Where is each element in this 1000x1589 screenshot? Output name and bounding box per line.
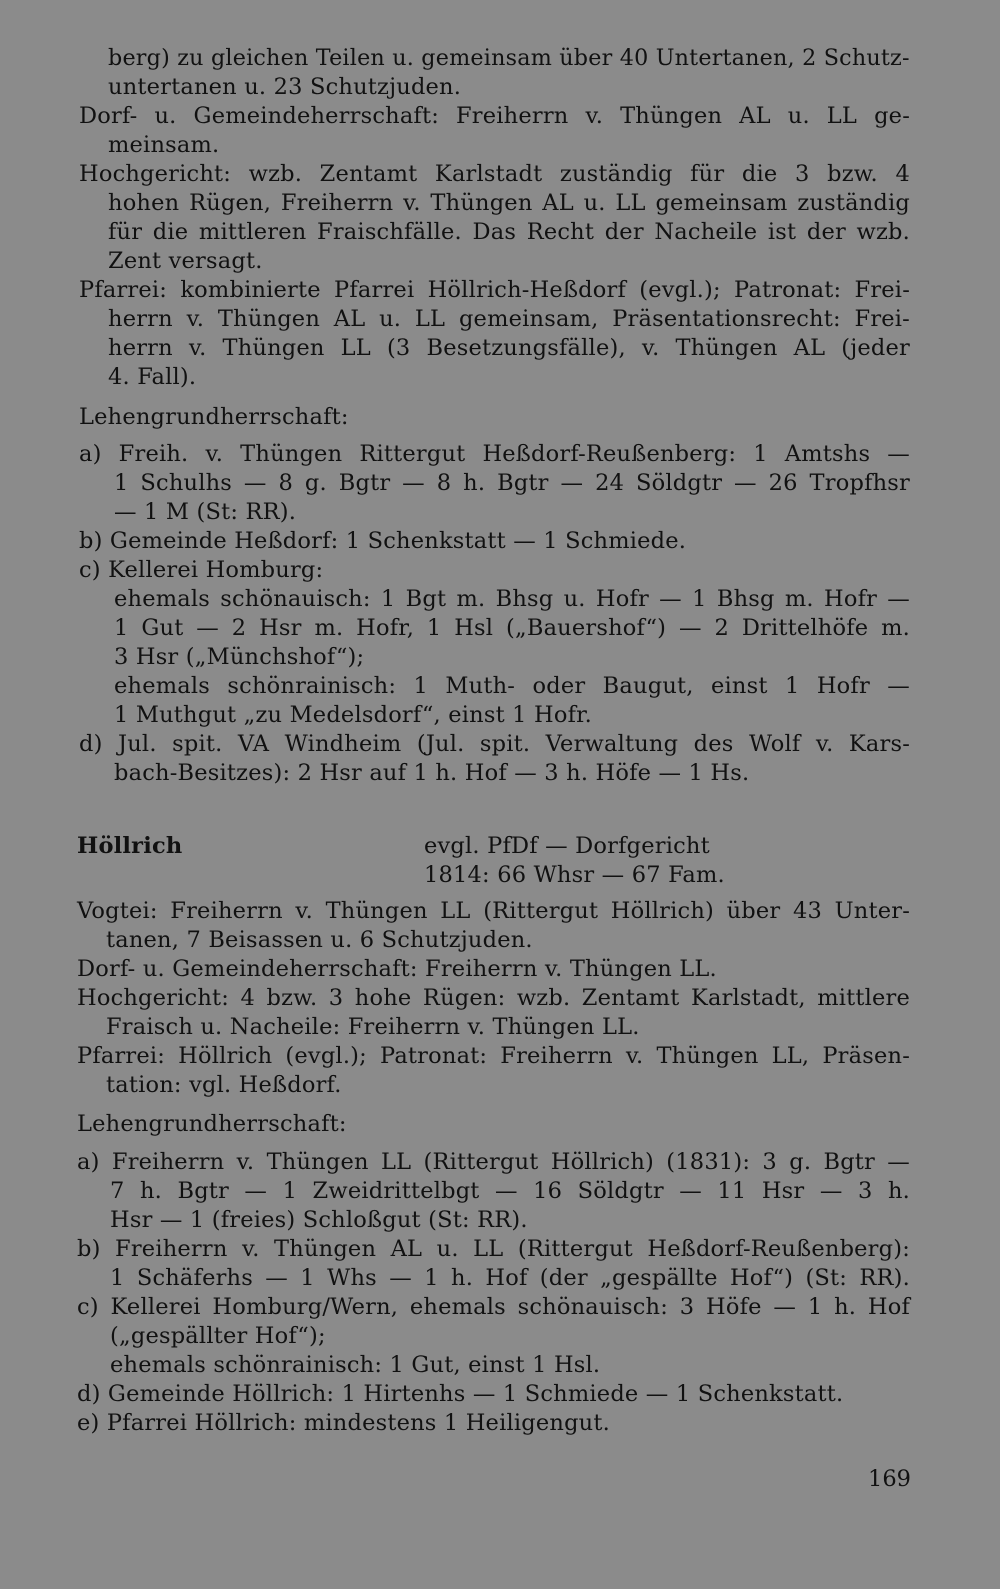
text-line: ehemals schönrainisch: 1 Gut, einst 1 Hsl. [110,1352,601,1378]
text-line: 1 Muthgut „zu Medelsdorf“, einst 1 Hofr. [114,702,592,728]
text-line: Pfarrei: kombinierte Pfarrei Höllrich-Heßdorf (evgl.); Patronat: Frei- [79,277,910,303]
text-line: Zent versagt. [108,248,263,274]
text-line: a) Freih. v. Thüngen Rittergut Heßdorf-Reußenberg: 1 Amtshs — [79,441,910,467]
text-line: 1 Gut — 2 Hsr m. Hofr, 1 Hsl („Bauershof“) — 2 Drittelhöfe m. [114,615,910,641]
text-line: tation: vgl. Heßdorf. [106,1072,342,1098]
text-line: Dorf- u. Gemeindeherrschaft: Freiherrn v. Thüngen LL. [77,956,717,982]
text-line: meinsam. [108,132,220,158]
text-line: bach-Besitzes): 2 Hsr auf 1 h. Hof — 3 h. Höfe — 1 Hs. [114,760,750,786]
text-line: herrn v. Thüngen LL (3 Besetzungsfälle), v. Thüngen AL (jeder [108,335,910,361]
text-line: ehemals schönauisch: 1 Bgt m. Bhsg u. Hofr — 1 Bhsg m. Hofr — [114,586,910,612]
text-line: 1 Schäferhs — 1 Whs — 1 h. Hof (der „gespällte Hof“) (St: RR). [110,1265,910,1291]
subheading-lehengrundherrschaft: Lehengrundherrschaft: [79,404,349,430]
text-line: tanen, 7 Beisassen u. 6 Schutzjuden. [106,927,533,953]
entry-summary-line: 1814: 66 Whsr — 67 Fam. [424,862,725,888]
text-line: Pfarrei: Höllrich (evgl.); Patronat: Freiherrn v. Thüngen LL, Präsen- [77,1043,910,1069]
text-line: d) Jul. spit. VA Windheim (Jul. spit. Verwaltung des Wolf v. Kars- [79,731,910,757]
text-line: Hochgericht: wzb. Zentamt Karlstadt zuständig für die 3 bzw. 4 [79,161,910,187]
text-line: a) Freiherrn v. Thüngen LL (Rittergut Höllrich) (1831): 3 g. Bgtr — [77,1149,910,1175]
entry-heading: Höllrich [77,833,183,859]
text-line: 4. Fall). [108,364,197,390]
text-line: b) Gemeinde Heßdorf: 1 Schenkstatt — 1 Schmiede. [79,528,687,554]
text-line: c) Kellerei Homburg/Wern, ehemals schönauisch: 3 Höfe — 1 h. Hof [77,1294,910,1320]
text-line: e) Pfarrei Höllrich: mindestens 1 Heiligengut. [77,1410,610,1436]
text-line: hohen Rügen, Freiherrn v. Thüngen AL u. LL gemeinsam zuständig [108,190,910,216]
text-line: herrn v. Thüngen AL u. LL gemeinsam, Präsentationsrecht: Frei- [108,306,910,332]
text-line: Fraisch u. Nacheile: Freiherrn v. Thüngen LL. [106,1014,640,1040]
text-line: 7 h. Bgtr — 1 Zweidrittelbgt — 16 Söldgtr — 11 Hsr — 3 h. [110,1178,910,1204]
text-line: 1 Schulhs — 8 g. Bgtr — 8 h. Bgtr — 24 Söldgtr — 26 Tropfhsr [114,470,910,496]
page-number: 169 [868,1466,911,1492]
text-line: („gespällter Hof“); [110,1323,326,1349]
text-line: Vogtei: Freiherrn v. Thüngen LL (Rittergut Höllrich) über 43 Unter- [77,898,910,924]
text-line: Hsr — 1 (freies) Schloßgut (St: RR). [110,1207,528,1233]
text-line: Dorf- u. Gemeindeherrschaft: Freiherrn v. Thüngen AL u. LL ge- [79,103,910,129]
text-line: Hochgericht: 4 bzw. 3 hohe Rügen: wzb. Zentamt Karlstadt, mittlere [77,985,910,1011]
text-line: — 1 M (St: RR). [114,499,297,525]
text-line: ehemals schönrainisch: 1 Muth- oder Baugut, einst 1 Hofr — [114,673,910,699]
text-line: berg) zu gleichen Teilen u. gemeinsam über 40 Untertanen, 2 Schutz- [108,45,910,71]
text-line: b) Freiherrn v. Thüngen AL u. LL (Rittergut Heßdorf-Reußenberg): [77,1236,910,1262]
text-line: für die mittleren Fraischfälle. Das Recht der Nacheile ist der wzb. [108,219,910,245]
entry-summary-line: evgl. PfDf — Dorfgericht [424,833,710,859]
text-line: untertanen u. 23 Schutzjuden. [108,74,462,100]
subheading-lehengrundherrschaft: Lehengrundherrschaft: [77,1111,347,1137]
text-line: d) Gemeinde Höllrich: 1 Hirtenhs — 1 Schmiede — 1 Schenkstatt. [77,1381,844,1407]
text-line: 3 Hsr („Münchshof“); [114,644,365,670]
text-line: c) Kellerei Homburg: [79,557,324,583]
